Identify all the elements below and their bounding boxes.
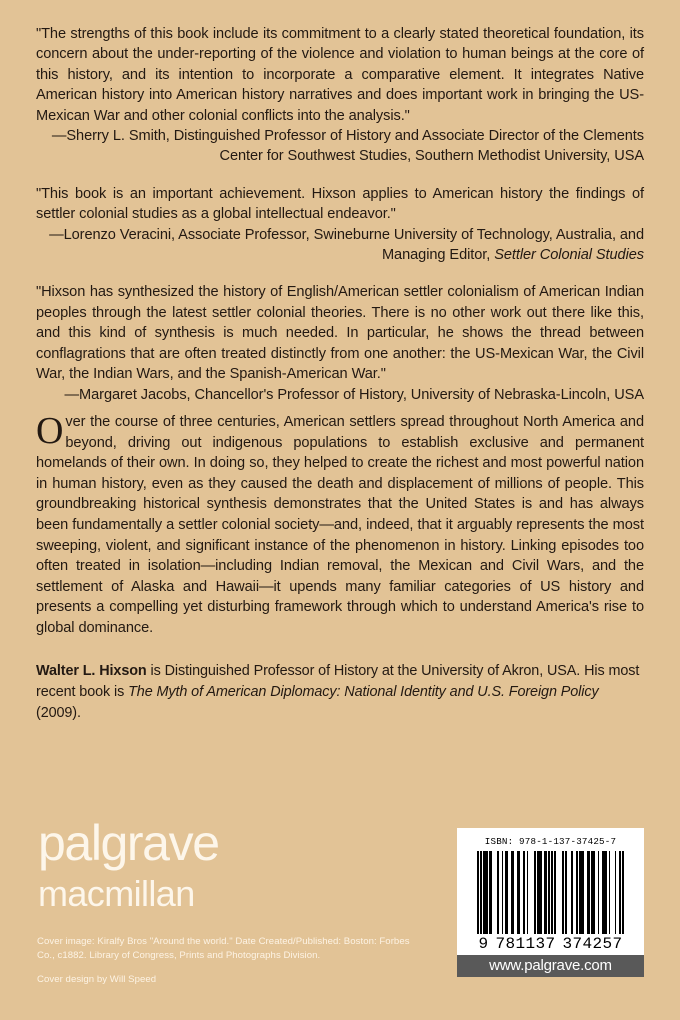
description-body: ver the course of three centuries, American settlers spread throughout North America and beyond, driving out indigenous populations to establish exclusive and permanent homelands of their own. In doing so, they helped to create the richest and most powerful nation in human history, even as they caused the death and displacement of millions of people. This groundbreaking historical synthesis demonstrates that the United States is and has always been fundamentally a settler colonial society—and, indeed, that it arguably represents the most sweeping, violent, and significant instance of the phenomenon in history. Linking episodes too often treated in isolation—including Indian removal, the Mexican and Civil Wars, and the settlement of Alaska and Hawaii—it upends many familiar categories of US history and presents a compelling yet disturbing framework through which to understand America's rise to global dominance. [36, 414, 644, 636]
author-previous-book-title: The Myth of American Diplomacy: National Identity and U.S. Foreign Policy [128, 684, 599, 700]
cover-credits [37, 935, 427, 987]
isbn-label: ISBN: 978-1-137-37425-7 [484, 836, 617, 847]
endorsement-quote: "This book is an important achievement. Hixson applies to American history the findings of settler colonial studies as a global intellectual endeavor." [36, 185, 644, 223]
barcode-digit-first: 9 [478, 935, 489, 953]
publisher-logo-palgrave: palgrave [38, 815, 219, 871]
endorsements-section [36, 24, 644, 422]
author-bio-text-before: is Distinguished Professor of History at the University of Akron, USA. His most recent book is [36, 663, 640, 700]
endorsement-attribution [36, 126, 644, 167]
endorsement-attribution-text: —Lorenzo Veracini, Associate Professor, Swineburne University of Technology, Australia, and Managing Editor, [49, 226, 644, 264]
book-description [36, 412, 644, 639]
cover-design-credit: Cover design by Will Speed [37, 974, 157, 985]
publisher-logo-macmillan: macmillan [38, 873, 195, 914]
author-bio-text-after: (2009). [36, 705, 81, 721]
barcode-bars [463, 851, 638, 934]
author-bio [36, 661, 646, 724]
endorsement-blurb [36, 282, 644, 404]
endorsement-attribution [36, 385, 644, 405]
endorsement-attribution-italic: Settler Colonial Studies [494, 247, 644, 264]
barcode-digits [463, 935, 638, 953]
endorsement-quote: "Hixson has synthesized the history of English/American settler colonialism of American Indian peoples through the latest settler colonial theories. There is no other work out there like this, and this kind of synthesis is much needed. In particular, he shows the thread between conflagrations that are often treated distinctly from one another: the US-Mexican War, the Civil War, the Indian Wars, and the Spanish-American War." [36, 284, 644, 383]
author-name: Walter L. Hixson [36, 663, 147, 679]
endorsement-blurb [36, 24, 644, 167]
endorsement-attribution-text: —Sherry L. Smith, Distinguished Professor of History and Associate Director of the Clements Center for Southwest Studies, Southern Methodist University, USA [51, 128, 644, 165]
endorsement-attribution-text: —Margaret Jacobs, Chancellor's Professor of History, University of Nebraska-Lincoln, USA [64, 386, 644, 403]
barcode-panel [457, 828, 644, 955]
endorsement-attribution [36, 225, 644, 266]
barcode-block [457, 828, 644, 977]
cover-image-credit: Cover image: Kiralfy Bros "Around the world." Date Created/Published: Boston: Forbes Co., c1882. Library of Congress, Prints and Photographs Division. [37, 936, 410, 961]
publisher-logo [38, 815, 219, 914]
description-dropcap: O [36, 410, 64, 452]
endorsement-blurb [36, 184, 644, 266]
endorsement-quote: "The strengths of this book include its commitment to a clearly stated theoretical foundation, its concern about the under-reporting of the violence and violation to human beings at the core of this history, and its intention to incorporate a comparative element. It integrates Native American history into American history narratives and does important work in bringing the US-Mexican War and other colonial conflicts into the analysis." [36, 26, 644, 124]
barcode-digits-right-group: 374257 [562, 935, 623, 953]
barcode-digits-left-group: 781137 [495, 935, 556, 953]
publisher-url-bar[interactable]: www.palgrave.com [457, 955, 644, 977]
